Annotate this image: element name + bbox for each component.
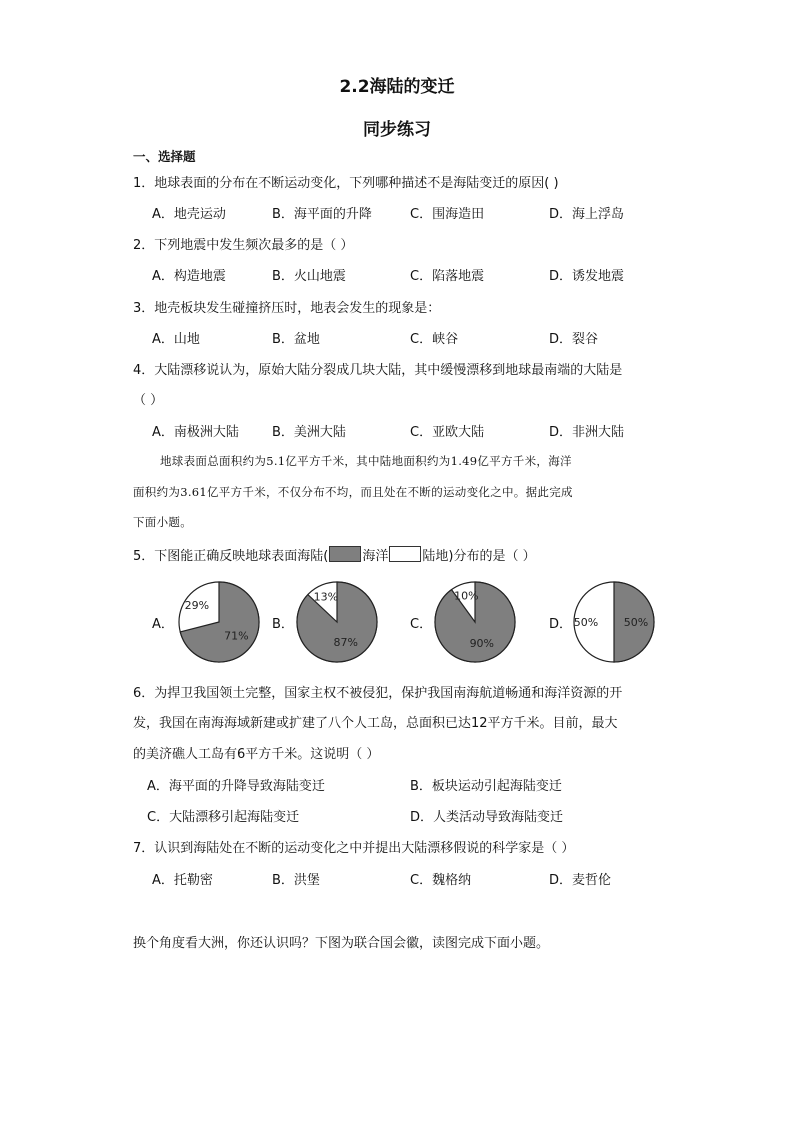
- pie-ocean-label: 87%: [333, 636, 358, 650]
- question-1: 1．地球表面的分布在不断运动变化，下列哪种描述不是海陆变迁的原因( ): [133, 176, 559, 191]
- pie-c-letter: C．: [410, 617, 433, 632]
- pie-chart-c: [432, 579, 518, 665]
- question-1-option-a: A．地壳运动: [152, 207, 226, 222]
- page-subtitle: 同步练习: [363, 120, 431, 140]
- question-1-option-d: D．海上浮岛: [549, 207, 625, 222]
- question-3: 3．地壳板块发生碰撞挤压时，地表会发生的现象是：: [133, 301, 441, 316]
- question-7-option-d: D．麦哲伦: [549, 873, 612, 888]
- question-7-option-a: A．托勒密: [152, 873, 213, 888]
- question-4-option-a: A．南极洲大陆: [152, 425, 239, 440]
- question-3-option-c: C．峡谷: [410, 332, 459, 347]
- question-6-option-d: D．人类活动导致海陆变迁: [410, 810, 564, 825]
- question-2-option-c: C．陷落地震: [410, 269, 485, 284]
- question-5-suffix: )分布的是（ ）: [448, 549, 536, 564]
- question-6-option-b: B．板块运动引起海陆变迁: [410, 779, 562, 794]
- question-2-option-a: A．构造地震: [152, 269, 226, 284]
- question-7-option-b: B．洪堡: [272, 873, 320, 888]
- pie-land-label: 50%: [573, 616, 599, 629]
- question-4-line-2: （ ）: [133, 393, 164, 408]
- pie-chart-b: [294, 579, 380, 665]
- pie-ocean-label: 50%: [623, 616, 649, 629]
- question-6-line-1: 6．为捍卫我国领土完整，国家主权不被侵犯，保护我国南海航道畅通和海洋资源的开: [133, 686, 623, 701]
- question-4-option-c: C．亚欧大陆: [410, 425, 485, 440]
- question-3-option-b: B．盆地: [272, 332, 320, 347]
- question-6-line-3: 的美济礁人工岛有6平方千米。这说明（ ）: [133, 747, 380, 762]
- question-6-option-c: C．大陆漂移引起海陆变迁: [147, 810, 300, 825]
- ocean-legend-label: 海洋: [362, 549, 389, 564]
- pie-b-letter: B．: [272, 617, 294, 632]
- page-title: 2.2海陆的变迁: [339, 77, 455, 97]
- pie-d-letter: D．: [549, 617, 573, 632]
- question-5: [133, 545, 536, 564]
- question-3-option-d: D．裂谷: [549, 332, 599, 347]
- question-4-option-d: D．非洲大陆: [549, 425, 625, 440]
- land-legend-label: 陆地: [422, 549, 449, 564]
- question-7-option-c: C．魏格纳: [410, 873, 472, 888]
- question-1-option-c: C．围海造田: [410, 207, 485, 222]
- pie-land-label: 13%: [313, 590, 339, 604]
- pie-land-label: 10%: [454, 589, 479, 603]
- land-swatch: [389, 546, 421, 562]
- question-2-option-b: B．火山地震: [272, 269, 346, 284]
- pie-ocean-label: 71%: [224, 629, 249, 643]
- question-1-option-b: B．海平面的升降: [272, 207, 372, 222]
- question-4-option-b: B．美洲大陆: [272, 425, 346, 440]
- question-5-prefix: 5．下图能正确反映地球表面海陆(: [133, 549, 329, 564]
- question-6-line-2: 发，我国在南海海域新建或扩建了八个人工岛，总面积已达12平方千米。目前，最大: [133, 716, 618, 731]
- pie-land-label: 29%: [184, 598, 210, 612]
- section-heading: 一、选择题: [133, 149, 196, 164]
- question-7: 7．认识到海陆处在不断的运动变化之中并提出大陆漂移假说的科学家是（ ）: [133, 841, 575, 856]
- pie-chart-a: [176, 579, 262, 665]
- question-6-option-a: A．海平面的升降导致海陆变迁: [147, 779, 325, 794]
- passage-line-3: 下面小题。: [133, 515, 192, 529]
- passage-line-2: 面积约为3.61亿平方千米，不仅分布不均，而且处在不断的运动变化之中。据此完成: [133, 485, 573, 499]
- question-2-option-d: D．诱发地震: [549, 269, 625, 284]
- passage-line-1: 地球表面总面积约为5.1亿平方千米，其中陆地面积约为1.49亿平方千米，海洋: [160, 454, 572, 468]
- question-4-line-1: 4．大陆漂移说认为，原始大陆分裂成几块大陆，其中缓慢漂移到地球最南端的大陆是: [133, 363, 623, 378]
- question-3-option-a: A．山地: [152, 332, 200, 347]
- closing-text: 换个角度看大洲，你还认识吗？下图为联合国会徽，读图完成下面小题。: [133, 936, 550, 951]
- pie-a-letter: A．: [152, 617, 174, 632]
- question-2: 2．下列地震中发生频次最多的是（ ）: [133, 238, 354, 253]
- ocean-swatch: [329, 546, 361, 562]
- pie-chart-d: [571, 579, 657, 665]
- pie-ocean-label: 90%: [469, 636, 495, 650]
